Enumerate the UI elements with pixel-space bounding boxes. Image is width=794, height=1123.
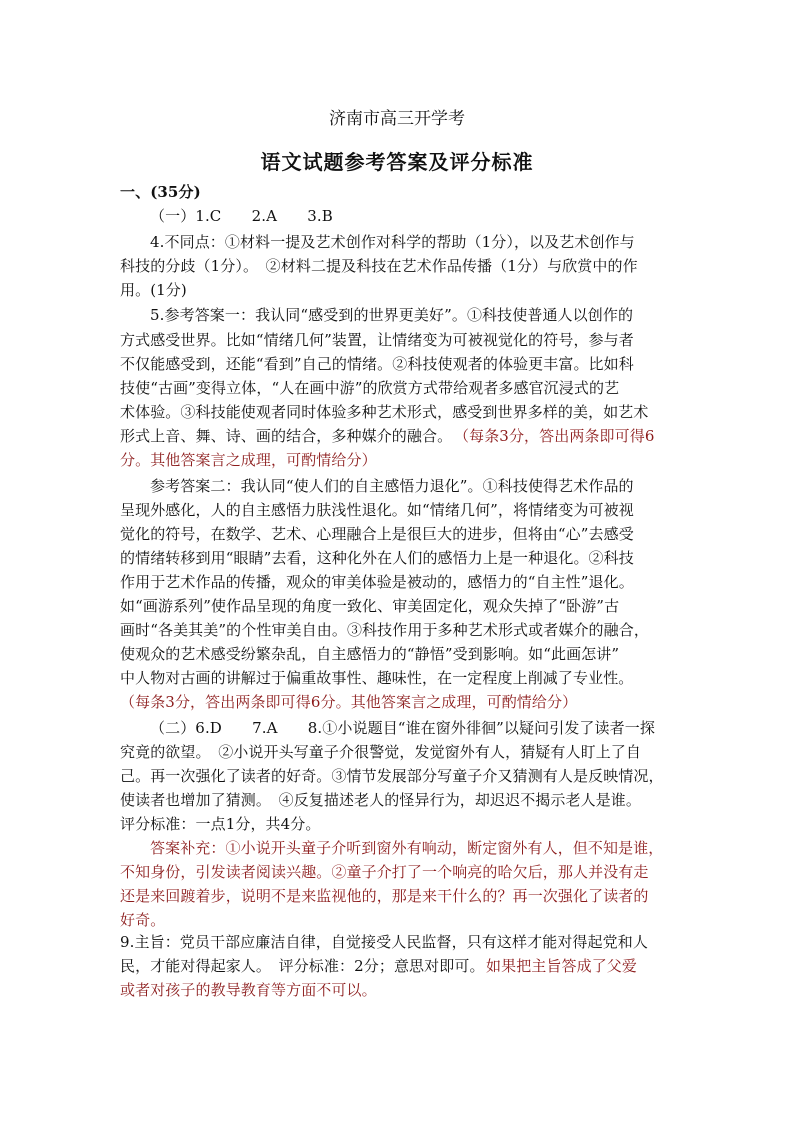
scoring-note-line: 答案补充：①小说开头童子介听到窗外有响动，断定窗外有人，但不知是谁，: [150, 839, 664, 857]
answer-text-line: 不仅能感受到，还能“看到”自己的情绪。②科技使观者的体验更丰富。比如科: [120, 355, 634, 373]
answer-text-line: 觉化的符号，在数学、艺术、心理融合上是很巨大的进步，但将由“心”去感受: [120, 525, 634, 543]
answer-text-line: 中人物对古画的讲解过于偏重故事性、趣味性，在一定程度上削减了专业性。: [120, 669, 634, 687]
answer-text-line: 技使“古画”变得立体，“人在画中游”的欣赏方式带给观者多感官沉浸式的艺: [120, 379, 620, 397]
answer-text-line: 形式上音、舞、诗、画的结合，多种媒介的融合。: [120, 427, 453, 445]
scoring-note-line: 还是来回踱着步，说明不是来监视他的，那是来干什么的？再一次强化了读者的: [120, 887, 649, 905]
scoring-note-line: （每条3分，答出两条即可得6: [454, 427, 655, 445]
answer-text-line: 用。(1分): [120, 281, 187, 299]
doc-title: 济南市高三开学考: [329, 109, 465, 129]
answer-text-line: 呈现外感化，人的自主感悟力肤浅性退化。如“情绪几何”，将情绪变为可被视: [120, 501, 634, 519]
answer-text-line: 的情绪转移到用“眼睛”去看，这种化外在人们的感悟力上是一种退化。②科技: [120, 549, 634, 567]
scoring-note-line: 不知身份，引发读者阅读兴趣。②童子介打了一个响亮的哈欠后，那人并没有走: [120, 863, 649, 881]
answer-text-line: （一）1.C 2.A 3.B: [150, 207, 333, 225]
scoring-note-line: 分。其他答案言之成理，可酌情给分）: [120, 451, 377, 469]
scoring-note-line: （每条3分，答出两条即可得6分。其他答案言之成理，可酌情给分）: [120, 693, 578, 711]
answer-text-line: 作用于艺术作品的传播，观众的审美体验是被动的，感悟力的“自主性”退化。: [120, 573, 634, 591]
answer-text-line: 科技的分歧（1分）。 ②材料二提及科技在艺术作品传播（1分）与欣赏中的作: [120, 257, 638, 275]
answer-text-line: 己。再一次强化了读者的好奇。③情节发展部分写童子介又猜测有人是反映情况，: [120, 767, 664, 785]
doc-subtitle: 语文试题参考答案及评分标准: [260, 150, 534, 174]
section-heading: 一、(35分): [120, 183, 201, 201]
answer-text-line: 使观众的艺术感受纷繁杂乱，自主感悟力的“静悟”受到影响。如“此画怎讲”: [120, 645, 620, 663]
answer-text-line: 民，才能对得起家人。 评分标准：2分；意思对即可。: [120, 957, 485, 975]
answer-text-line: 参考答案二：我认同“使人们的自主感悟力退化”。①科技使得艺术作品的: [150, 477, 634, 495]
answer-text-line: （二）6.D 7.A 8.①小说题目“谁在窗外徘徊”以疑问引发了读者一探: [150, 719, 655, 737]
answer-text-line: 究竟的欲望。 ②小说开头写童子介很警觉，发觉窗外有人，猜疑有人盯上了自: [120, 743, 642, 761]
answer-text-line: 使读者也增加了猜测。 ④反复描述老人的怪异行为，却迟迟不揭示老人是谁。: [120, 791, 642, 809]
scoring-note-line: 如果把主旨答成了父爱: [486, 957, 638, 975]
scoring-note-line: 好奇。: [120, 911, 166, 929]
answer-text-line: 4.不同点：①材料一提及艺术创作对科学的帮助（1分），以及艺术创作与: [150, 233, 635, 251]
answer-text-line: 画时“各美其美”的个性审美自由。③科技作用于多种艺术形式或者媒介的融合，: [120, 621, 649, 639]
answer-text-line: 5.参考答案一：我认同“感受到的世界更美好”。①科技使普通人以创作的: [150, 306, 634, 324]
answer-text-line: 方式感受世界。比如“情绪几何”装置，让情绪变为可被视觉化的符号，参与者: [120, 331, 634, 349]
answer-text-line: 如“画游系列”使作品呈现的角度一致化、审美固定化，观众失掉了“卧游”古: [120, 597, 620, 615]
scoring-note-line: 或者对孩子的教导教育等方面不可以。: [120, 981, 377, 999]
answer-text-line: 评分标准：一点1分，共4分。: [120, 815, 321, 833]
answer-text-line: 术体验。③科技能使观者同时体验多种艺术形式，感受到世界多样的美，如艺术: [120, 403, 649, 421]
answer-text-line: 9.主旨：党员干部应廉洁自律，自觉接受人民监督，只有这样才能对得起党和人: [120, 933, 648, 951]
